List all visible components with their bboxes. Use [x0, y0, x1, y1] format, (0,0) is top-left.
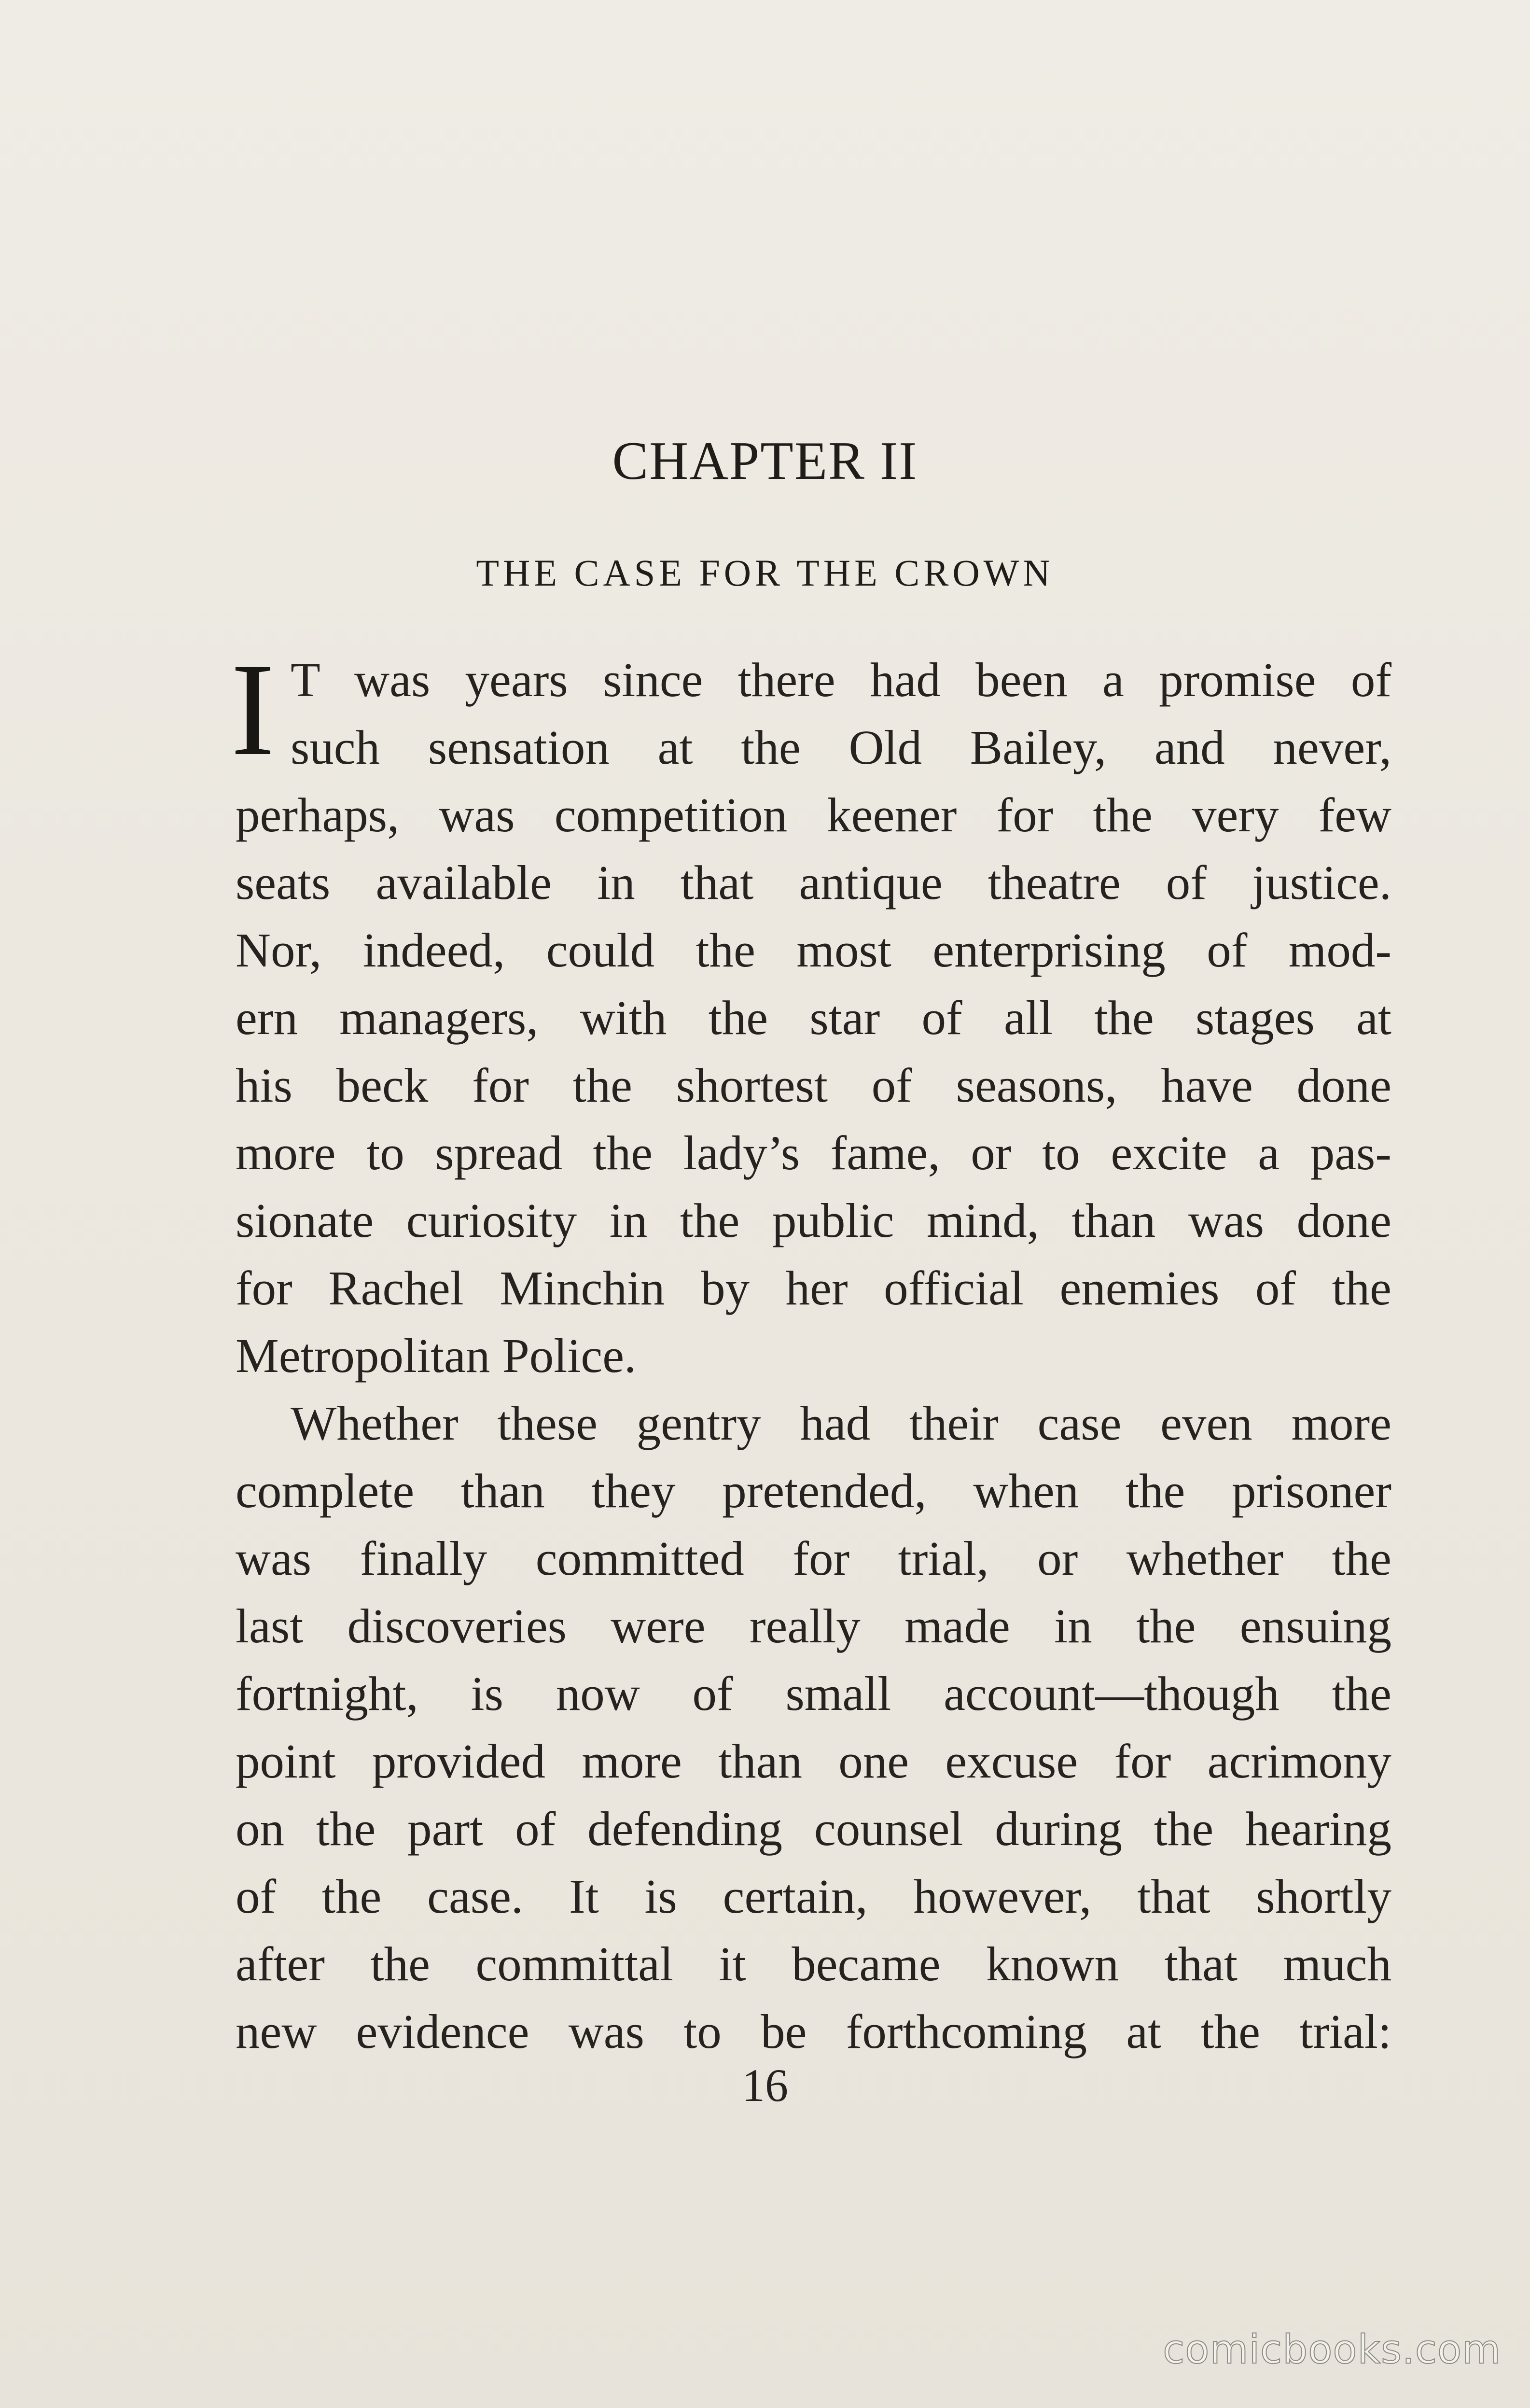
paragraph-1-line-6: ern managers, with the star of all the stages at: [236, 991, 1391, 1045]
paragraph-2-line-8: of the case. It is certain, however, that shortly: [236, 1869, 1391, 1923]
paragraph-1-line-8: more to spread the lady’s fame, or to excite a pas-: [236, 1126, 1391, 1180]
paragraph-2-line-4: last discoveries were really made in the ensuing: [236, 1599, 1391, 1653]
paragraph-1-line-7: his beck for the shortest of seasons, have done: [236, 1058, 1391, 1112]
paragraph-2-line-7: on the part of defending counsel during the hearing: [236, 1802, 1391, 1856]
paragraph-1-line-5: Nor, indeed, could the most enterprising of mod-: [236, 923, 1391, 977]
paragraph-1-line-10: for Rachel Minchin by her official enemies of the: [236, 1261, 1391, 1315]
chapter-heading: CHAPTER II: [612, 431, 918, 491]
paragraph-1-line-4: seats available in that antique theatre of justice.: [236, 855, 1391, 910]
paragraph-1-line-11: Metropolitan Police.: [236, 1329, 637, 1383]
drop-cap: I: [231, 636, 275, 783]
paragraph-2-line-1: Whether these gentry had their case even more: [291, 1396, 1391, 1450]
chapter-title: THE CASE FOR THE CROWN: [476, 552, 1054, 594]
paragraph-2-line-5: fortnight, is now of small account—though the: [236, 1666, 1391, 1721]
paragraph-1-line-9: sionate curiosity in the public mind, than was done: [236, 1193, 1391, 1247]
paragraph-1-line-1: T was years since there had been a promise of: [291, 653, 1391, 707]
paragraph-2-line-10: new evidence was to be forthcoming at the trial:: [236, 2004, 1391, 2058]
paragraph-2-line-3: was finally committed for trial, or whether the: [236, 1531, 1391, 1585]
paragraph-2-line-9: after the committal it became known that much: [236, 1937, 1391, 1991]
page-number: 16: [742, 2059, 788, 2111]
paragraph-1-line-3: perhaps, was competition keener for the very few: [236, 788, 1391, 842]
paragraph-2-line-2: complete than they pretended, when the prisoner: [236, 1464, 1391, 1518]
paragraph-2-line-6: point provided more than one excuse for acrimony: [236, 1734, 1391, 1788]
watermark: comicbooks.com: [1163, 2327, 1501, 2373]
paragraph-1-line-2: such sensation at the Old Bailey, and never,: [291, 720, 1391, 774]
